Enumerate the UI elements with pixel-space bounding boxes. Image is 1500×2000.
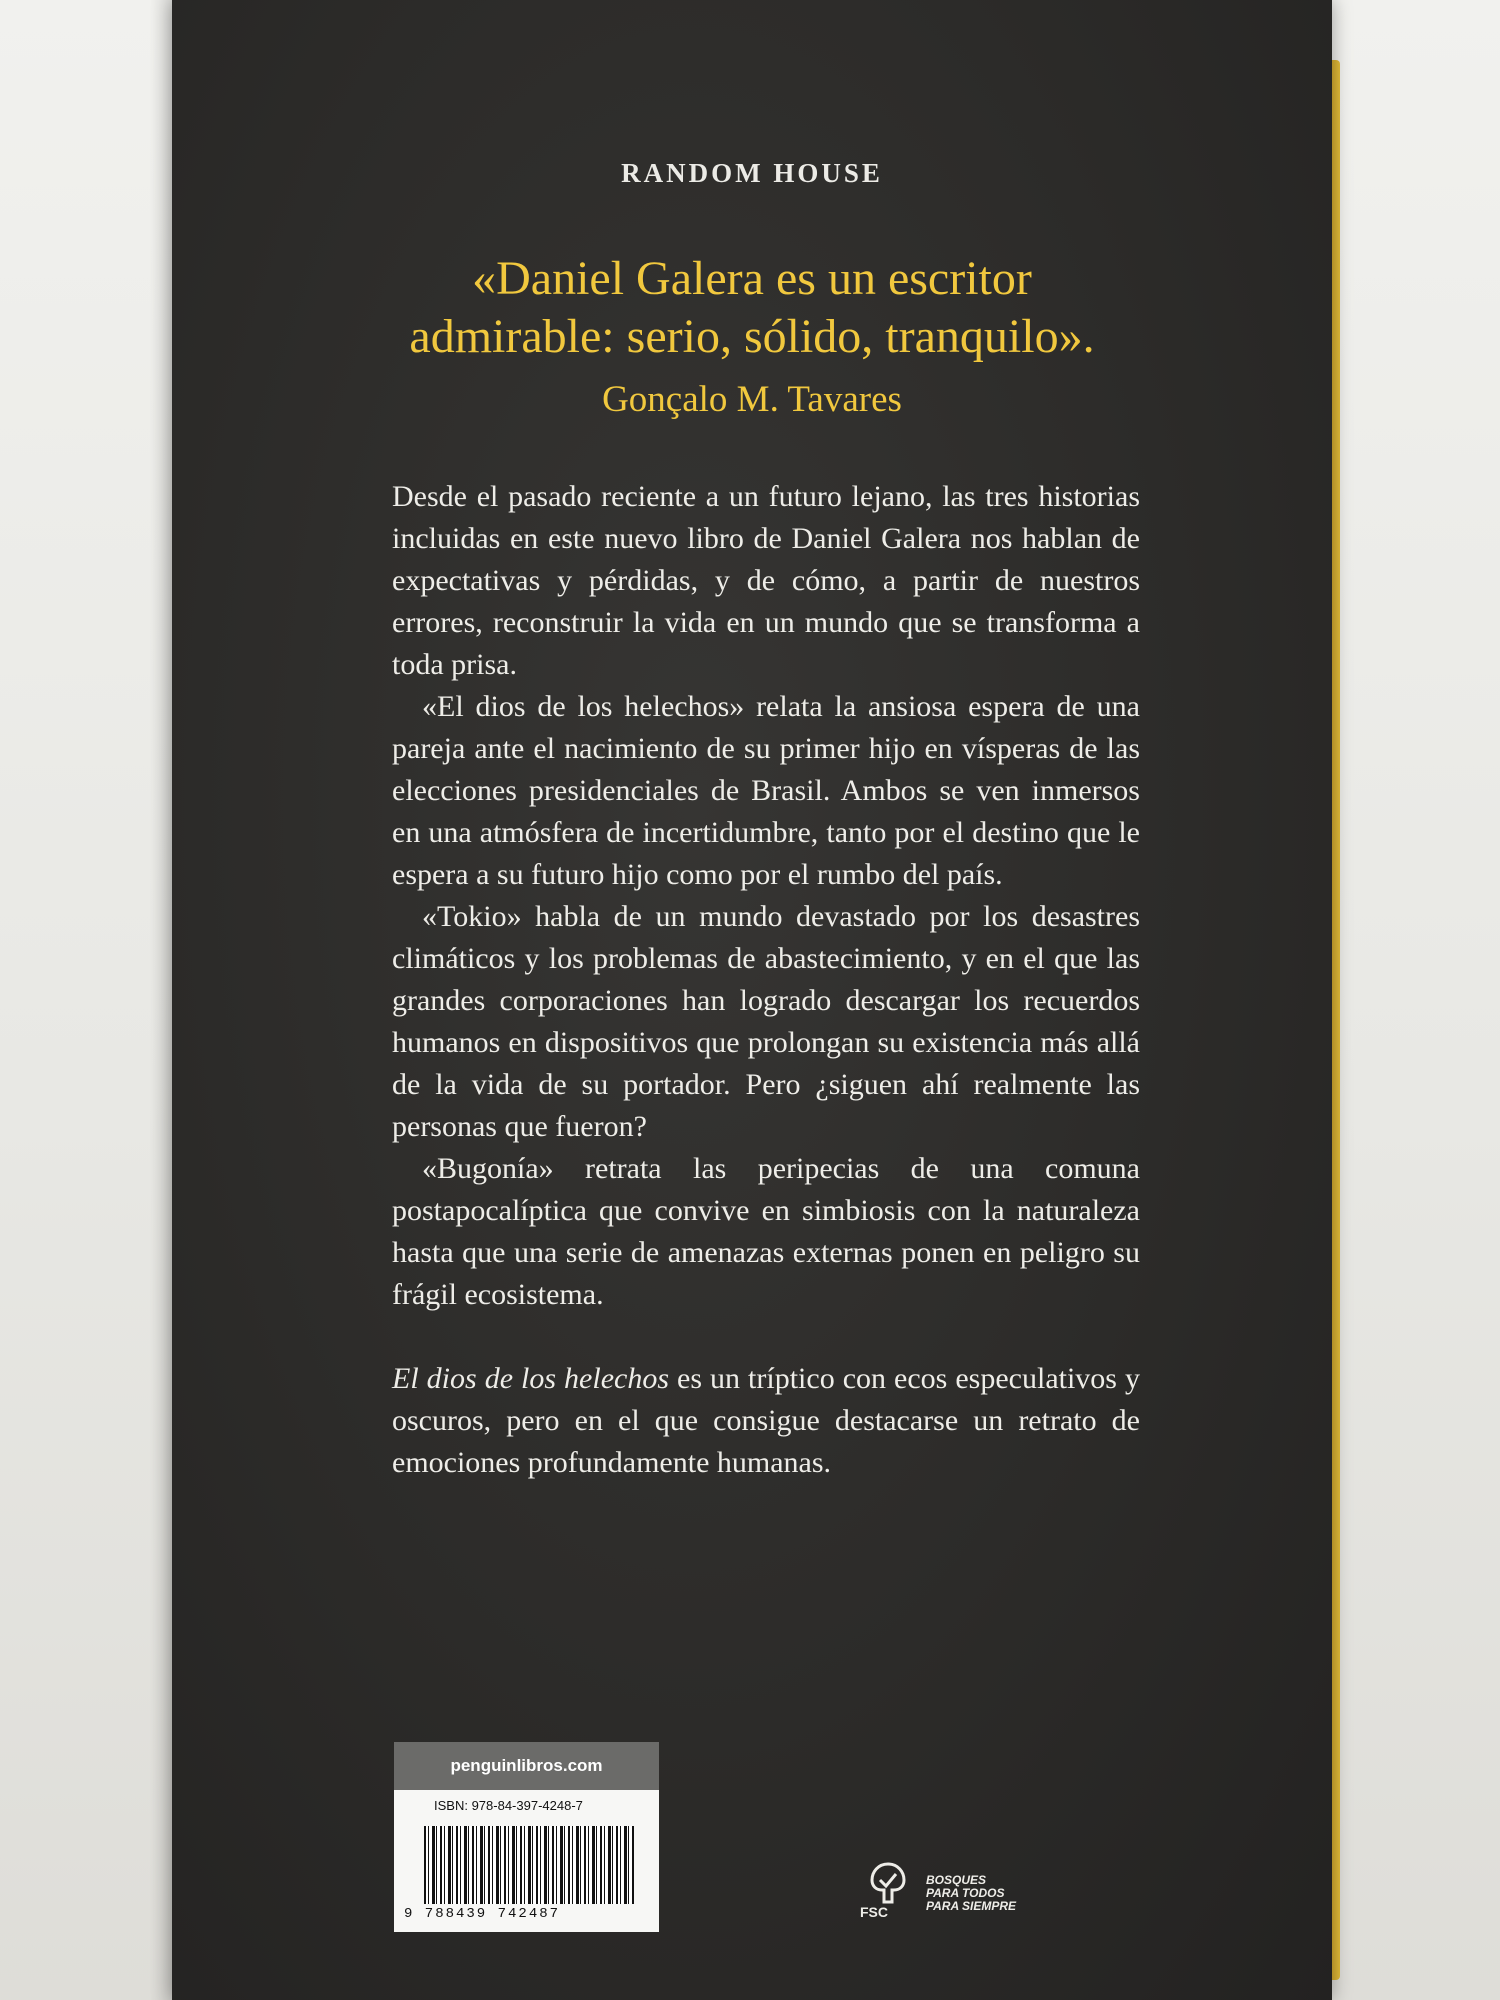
barcode-digits: 9 788439 742487 <box>404 1906 561 1922</box>
closing-book-title: El dios de los helechos <box>392 1362 670 1395</box>
closing-text: es un tríptico con ecos especulativos y oscuros, pero en el que consigue destacarse un retrato de emociones profundamente humanas. <box>392 1362 1140 1479</box>
isbn-text: ISBN: 978-84-397-4248-7 <box>434 1798 583 1813</box>
fsc-slogan <box>926 1874 1016 1913</box>
fsc-slogan-line-2: PARA TODOS <box>926 1886 1005 1900</box>
quote-line-1: «Daniel Galera es un escritor <box>472 252 1032 305</box>
fsc-label: FSC <box>860 1904 888 1920</box>
quote-line-2: admirable: serio, sólido, tranquilo». <box>409 310 1095 363</box>
fsc-slogan-line-3: PARA SIEMPRE <box>926 1899 1017 1913</box>
fsc-logo <box>860 1860 1060 1920</box>
quote-author: Gonçalo M. Tavares <box>602 379 902 420</box>
description-paragraph-1: Desde el pasado reciente a un futuro lejano, las tres historias incluidas en este nuevo libro de Daniel Galera nos hablan de expectativas y pérdidas, y de cómo, a partir de nuestros errores, reconstruir la vida en un mundo que se transforma a toda prisa. <box>392 480 1140 681</box>
book-description <box>392 476 1140 1484</box>
review-quote <box>172 250 1332 366</box>
publisher-name: RANDOM HOUSE <box>621 158 883 188</box>
description-paragraph-4: «Bugonía» retrata las peripecias de una comuna postapocalíptica que convive en simbiosis con la naturaleza hasta que una serie de amenazas externas ponen en peligro su frágil ecosistema. <box>392 1152 1140 1311</box>
description-closing <box>392 1358 1140 1484</box>
description-paragraph-2: «El dios de los helechos» relata la ansiosa espera de una pareja ante el nacimiento de su primer hijo en vísperas de las elecciones presidenciales de Brasil. Ambos se ven inmersos en una atmósfera de incertidumbre, tanto por el destino que le espera a su futuro hijo como por el rumbo del país. <box>392 690 1140 891</box>
description-paragraph-3: «Tokio» habla de un mundo devastado por los desastres climáticos y los problemas de abastecimiento, y en el que las grandes corporaciones han logrado descargar los recuerdos humanos en dispositivos que prolongan su existencia más allá de la vida de su portador. Pero ¿siguen ahí realmente las personas que fueron? <box>392 900 1140 1143</box>
barcode-label <box>394 1742 659 1932</box>
book-back-cover <box>172 0 1332 2000</box>
website-label: penguinlibros.com <box>394 1742 659 1790</box>
fsc-slogan-line-1: BOSQUES <box>926 1873 987 1887</box>
barcode-icon <box>424 1826 634 1904</box>
tree-checkmark-icon <box>860 1860 916 1906</box>
